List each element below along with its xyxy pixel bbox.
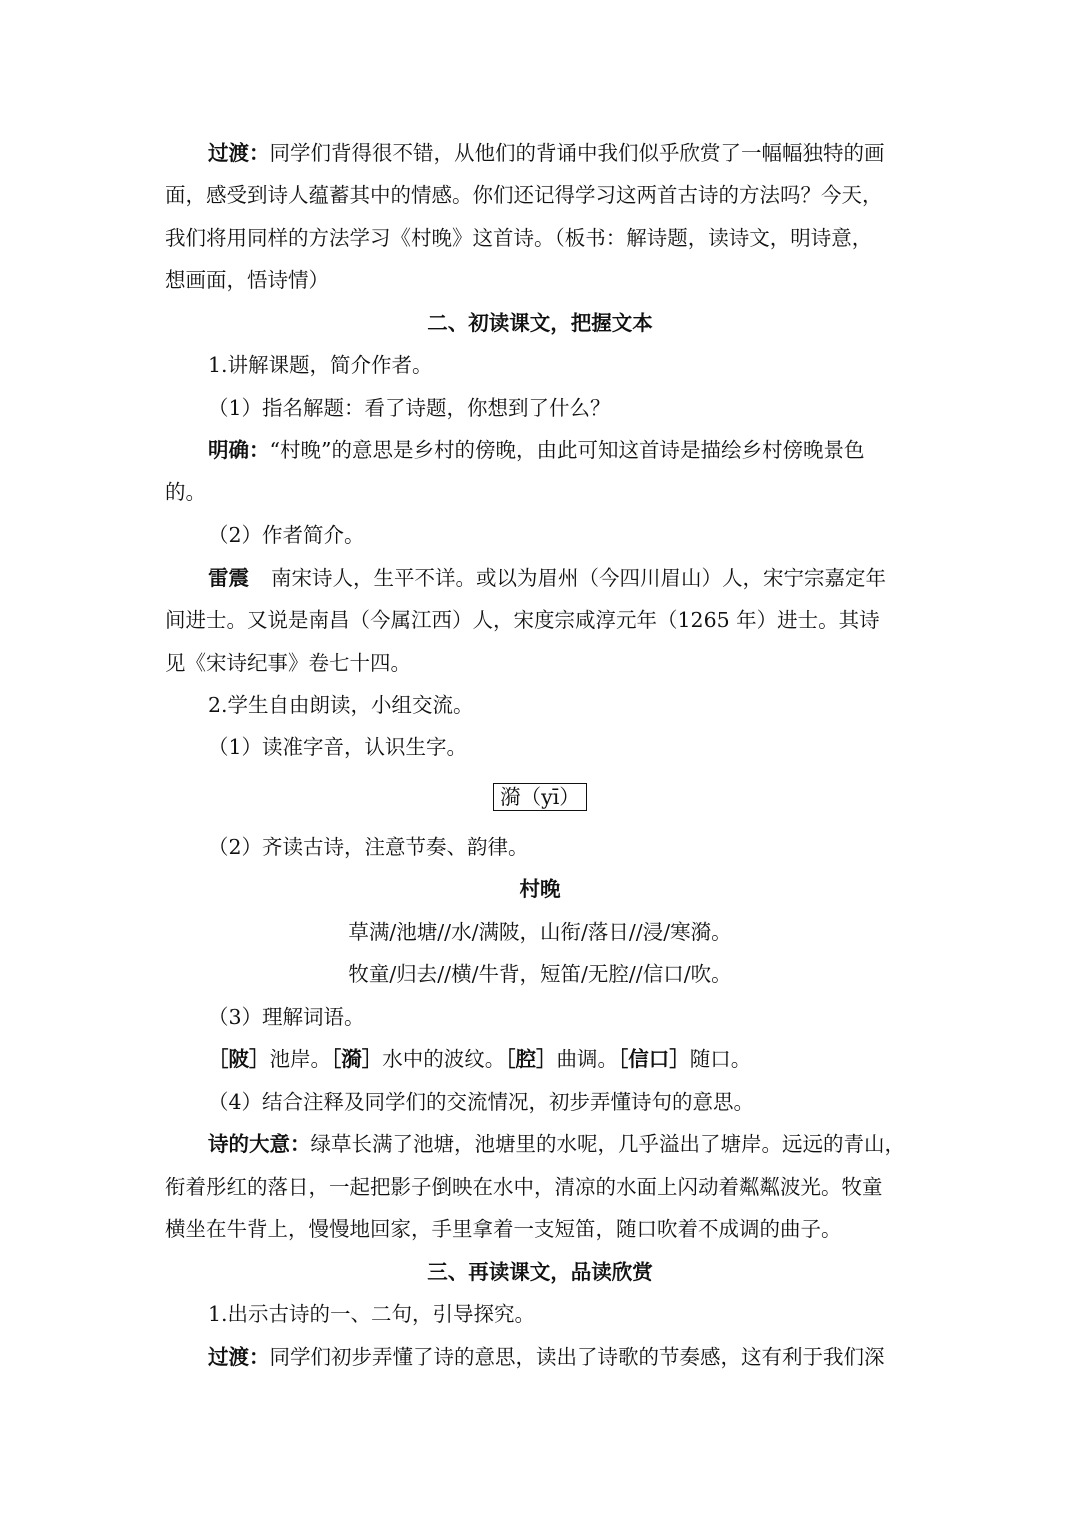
poem-title: 村晚	[519, 877, 561, 901]
section-heading: 二、初读课文，把握文本	[427, 311, 653, 335]
meaning-label: 诗的大意：	[208, 1132, 311, 1156]
meaning-line	[208, 1129, 905, 1159]
vocab-term: ［陂］	[208, 1047, 270, 1071]
vocab-definition: 随口。	[689, 1047, 752, 1071]
paragraph-line	[208, 1342, 885, 1372]
paragraph-line: （3）理解词语。	[208, 1005, 365, 1029]
paragraph-line: （2）作者简介。	[208, 523, 365, 547]
vocab-definition: 曲调。	[556, 1047, 618, 1071]
paragraph-line: 1.出示古诗的一、二句，引导探究。	[208, 1302, 536, 1326]
paragraph-line	[208, 138, 885, 168]
author-text: 南宋诗人，生平不详。或以为眉州（今四川眉山）人，宋宁宗嘉定年	[271, 566, 886, 590]
paragraph-line: （1）指名解题：看了诗题，你想到了什么？	[208, 396, 611, 420]
author-intro-line: 间进士。又说是南昌（今属江西）人，宋度宗咸淳元年（1265 年）进士。其诗	[165, 608, 880, 632]
paragraph-line: （2）齐读古诗，注意节奏、韵律。	[208, 835, 529, 859]
answer-label: 明确：	[208, 438, 270, 462]
poem-line: 牧童/归去//横/牛背，短笛/无腔//信口/吹。	[348, 962, 732, 986]
section-heading: 三、再读课文，品读欣赏	[427, 1260, 653, 1284]
transition-label: 过渡：	[208, 1345, 270, 1369]
author-name: 雷震	[208, 566, 249, 590]
vocabulary-line	[208, 1044, 751, 1074]
paragraph-line	[208, 435, 864, 465]
meaning-line: 横坐在牛背上，慢慢地回家，手里拿着一支短笛，随口吹着不成调的曲子。	[165, 1217, 842, 1241]
vocab-definition: 池岸。	[269, 1047, 331, 1071]
paragraph-text: “村晚”的意思是乡村的傍晚，由此可知这首诗是描绘乡村傍晚景色	[269, 438, 865, 462]
meaning-text: 绿草长满了池塘，池塘里的水呢，几乎溢出了塘岸。远远的青山，	[310, 1132, 905, 1156]
paragraph-text: 同学们背得很不错，从他们的背诵中我们似乎欣赏了一幅幅独特的画	[269, 141, 885, 165]
vocab-term: ［信口］	[618, 1047, 690, 1071]
paragraph-line: （1）读准字音，认识生字。	[208, 735, 468, 759]
paragraph-line: 想画面，悟诗情）	[165, 268, 329, 292]
vocab-term: ［腔］	[505, 1047, 557, 1071]
new-character-box: 漪（yī）	[493, 783, 587, 811]
poem-line: 草满/池塘//水/满陂，山衔/落日//浸/寒漪。	[348, 920, 732, 944]
paragraph-line: 的。	[165, 480, 206, 504]
paragraph-text: 同学们初步弄懂了诗的意思，读出了诗歌的节奏感，这有利于我们深	[269, 1345, 885, 1369]
pinyin-box-line	[0, 782, 1080, 812]
transition-label: 过渡：	[208, 141, 270, 165]
paragraph-line: （4）结合注释及同学们的交流情况，初步弄懂诗句的意思。	[208, 1090, 755, 1114]
author-intro-line: 见《宋诗纪事》卷七十四。	[165, 651, 411, 675]
paragraph-line: 1.讲解课题，简介作者。	[208, 353, 433, 377]
vocab-term: ［漪］	[331, 1047, 383, 1071]
paragraph-line: 我们将用同样的方法学习《村晚》这首诗。（板书：解诗题，读诗文，明诗意，	[165, 226, 873, 250]
author-intro-line	[208, 563, 886, 593]
meaning-line: 衔着彤红的落日，一起把影子倒映在水中，清凉的水面上闪动着粼粼波光。牧童	[165, 1175, 883, 1199]
paragraph-line: 面，感受到诗人蕴蓄其中的情感。你们还记得学习这两首古诗的方法吗？今天，	[165, 183, 883, 207]
paragraph-line: 2.学生自由朗读，小组交流。	[208, 693, 474, 717]
vocab-definition: 水中的波纹。	[382, 1047, 506, 1071]
